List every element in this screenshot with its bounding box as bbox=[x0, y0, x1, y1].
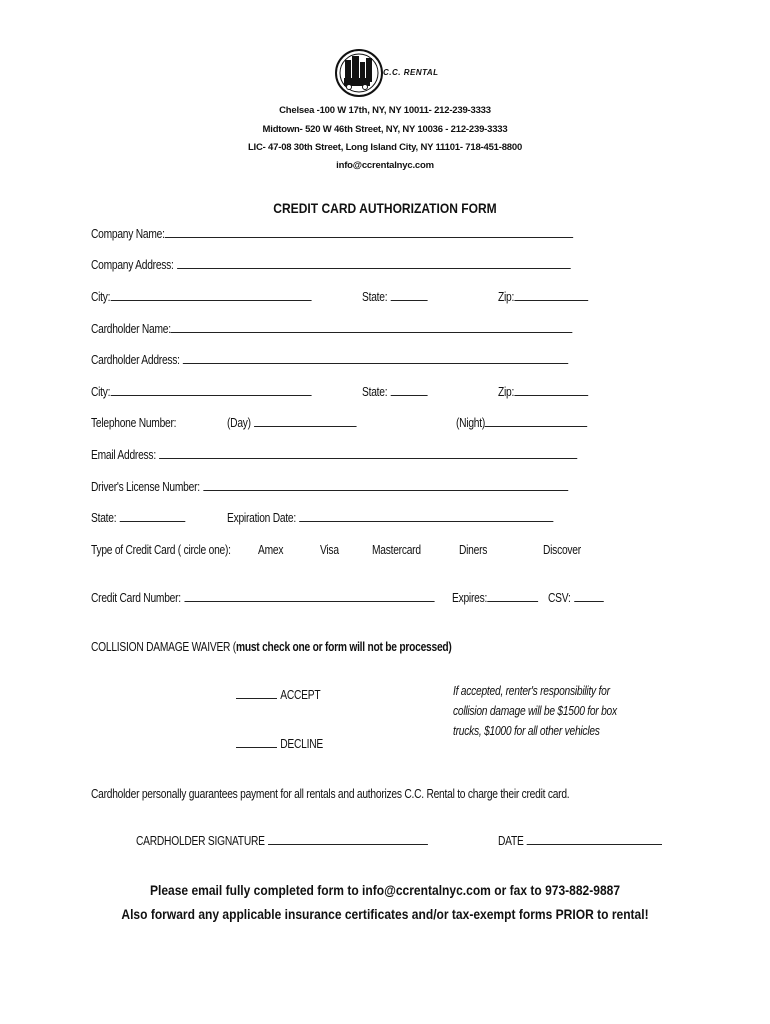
cardholder-name-row bbox=[91, 322, 573, 336]
footer-email-fax: Please email fully completed form to info@ccrentalnyc.com or fax to 973-882-9887 bbox=[149, 882, 621, 898]
city-label-2: City: bbox=[91, 385, 111, 399]
guarantee-text: Cardholder personally guarantees payment for all rentals and authorizes C.C. Rental to charge their credit card. bbox=[91, 787, 570, 801]
expires-field[interactable] bbox=[487, 591, 538, 602]
date-row bbox=[498, 834, 662, 848]
company-name-row bbox=[91, 227, 573, 241]
cdw-required-note: must check one or form will not be processed) bbox=[235, 640, 452, 654]
expires-row bbox=[452, 591, 538, 605]
zip-label: Zip: bbox=[498, 290, 515, 304]
license-state-label: State: bbox=[91, 511, 117, 525]
signature-label: CARDHOLDER SIGNATURE bbox=[136, 834, 265, 848]
card-type-label: Type of Credit Card ( circle one): bbox=[91, 543, 231, 557]
license-row bbox=[91, 480, 568, 494]
cdw-heading bbox=[91, 640, 452, 654]
footer-insurance-note: Also forward any applicable insurance certificates and/or tax-exempt forms PRIOR to rental! bbox=[121, 906, 649, 922]
cdw-accept-label: ACCEPT bbox=[280, 688, 321, 702]
cardholder-name-label: Cardholder Name: bbox=[91, 322, 171, 336]
telephone-night-field[interactable] bbox=[485, 416, 588, 427]
card-type-discover[interactable]: Discover bbox=[543, 543, 581, 557]
company-state-row bbox=[362, 290, 427, 304]
card-type-visa[interactable]: Visa bbox=[320, 543, 339, 557]
csv-field[interactable] bbox=[574, 591, 604, 602]
address-lic: LIC- 47-08 30th Street, Long Island City, NY 11101- 718-451-8800 bbox=[247, 142, 523, 153]
state-label-2: State: bbox=[362, 385, 388, 399]
company-name-field[interactable] bbox=[165, 227, 573, 238]
zip-label-2: Zip: bbox=[498, 385, 515, 399]
license-state-row bbox=[91, 511, 185, 525]
cardholder-address-row bbox=[91, 353, 568, 367]
card-type-mastercard[interactable]: Mastercard bbox=[372, 543, 421, 557]
address-midtown: Midtown- 520 W 46th Street, NY, NY 10036 - 212-239-3333 bbox=[262, 124, 508, 135]
email-field[interactable] bbox=[159, 448, 577, 459]
card-number-label: Credit Card Number: bbox=[91, 591, 181, 605]
cardholder-city-field[interactable] bbox=[110, 385, 311, 396]
telephone-label: Telephone Number: bbox=[91, 416, 177, 430]
company-address-field[interactable] bbox=[177, 258, 571, 269]
expiration-label: Expiration Date: bbox=[227, 511, 296, 525]
form-title: CREDIT CARD AUTHORIZATION FORM bbox=[273, 200, 497, 216]
night-label: (Night) bbox=[456, 416, 486, 430]
company-address-row bbox=[91, 258, 571, 272]
cdw-decline-row bbox=[236, 737, 323, 751]
email-row bbox=[91, 448, 577, 462]
company-state-field[interactable] bbox=[391, 290, 428, 301]
header-email: info@ccrentalnyc.com bbox=[336, 160, 434, 171]
company-city-row bbox=[91, 290, 311, 304]
csv-label: CSV: bbox=[548, 591, 571, 605]
city-label: City: bbox=[91, 290, 111, 304]
card-number-row bbox=[91, 591, 434, 605]
cdw-accept-checkbox[interactable] bbox=[236, 688, 277, 699]
license-label: Driver's License Number: bbox=[91, 480, 200, 494]
company-zip-row bbox=[498, 290, 588, 304]
expiration-row bbox=[227, 511, 553, 525]
cardholder-name-field[interactable] bbox=[171, 322, 573, 333]
license-state-field[interactable] bbox=[120, 511, 186, 522]
date-label: DATE bbox=[498, 834, 524, 848]
card-type-diners[interactable]: Diners bbox=[459, 543, 488, 557]
telephone-night-row bbox=[456, 416, 588, 430]
date-field[interactable] bbox=[527, 834, 662, 845]
company-city-field[interactable] bbox=[110, 290, 311, 301]
logo-text: C.C. RENTAL bbox=[383, 68, 439, 77]
card-type-amex[interactable]: Amex bbox=[258, 543, 284, 557]
company-address-label: Company Address: bbox=[91, 258, 174, 272]
expires-label: Expires: bbox=[452, 591, 488, 605]
expiration-field[interactable] bbox=[299, 511, 553, 522]
card-number-field[interactable] bbox=[184, 591, 434, 602]
cardholder-state-field[interactable] bbox=[391, 385, 428, 396]
license-field[interactable] bbox=[203, 480, 568, 491]
company-logo bbox=[333, 48, 443, 98]
cdw-accept-row bbox=[236, 688, 320, 702]
cdw-note-line-3: trucks, $1000 for all other vehicles bbox=[453, 724, 600, 738]
address-chelsea: Chelsea -100 W 17th, NY, NY 10011- 212-239-3333 bbox=[279, 105, 491, 116]
telephone-day-field[interactable] bbox=[254, 416, 357, 427]
cardholder-zip-row bbox=[498, 385, 588, 399]
cardholder-address-label: Cardholder Address: bbox=[91, 353, 180, 367]
email-label: Email Address: bbox=[91, 448, 156, 462]
csv-row bbox=[548, 591, 603, 605]
cdw-note-line-2: collision damage will be $1500 for box bbox=[453, 704, 617, 718]
cardholder-zip-field[interactable] bbox=[514, 385, 588, 396]
cdw-label: COLLISION DAMAGE WAIVER ( bbox=[91, 640, 236, 654]
cardholder-state-row bbox=[362, 385, 427, 399]
state-label: State: bbox=[362, 290, 388, 304]
cdw-decline-checkbox[interactable] bbox=[236, 737, 277, 748]
cardholder-address-field[interactable] bbox=[183, 353, 568, 364]
signature-field[interactable] bbox=[268, 834, 428, 845]
telephone-day-row bbox=[227, 416, 357, 430]
cdw-decline-label: DECLINE bbox=[280, 737, 323, 751]
company-zip-field[interactable] bbox=[514, 290, 588, 301]
cardholder-city-row bbox=[91, 385, 311, 399]
day-label: (Day) bbox=[227, 416, 251, 430]
company-name-label: Company Name: bbox=[91, 227, 165, 241]
cdw-note-line-1: If accepted, renter's responsibility for bbox=[453, 684, 610, 698]
signature-row bbox=[136, 834, 428, 848]
